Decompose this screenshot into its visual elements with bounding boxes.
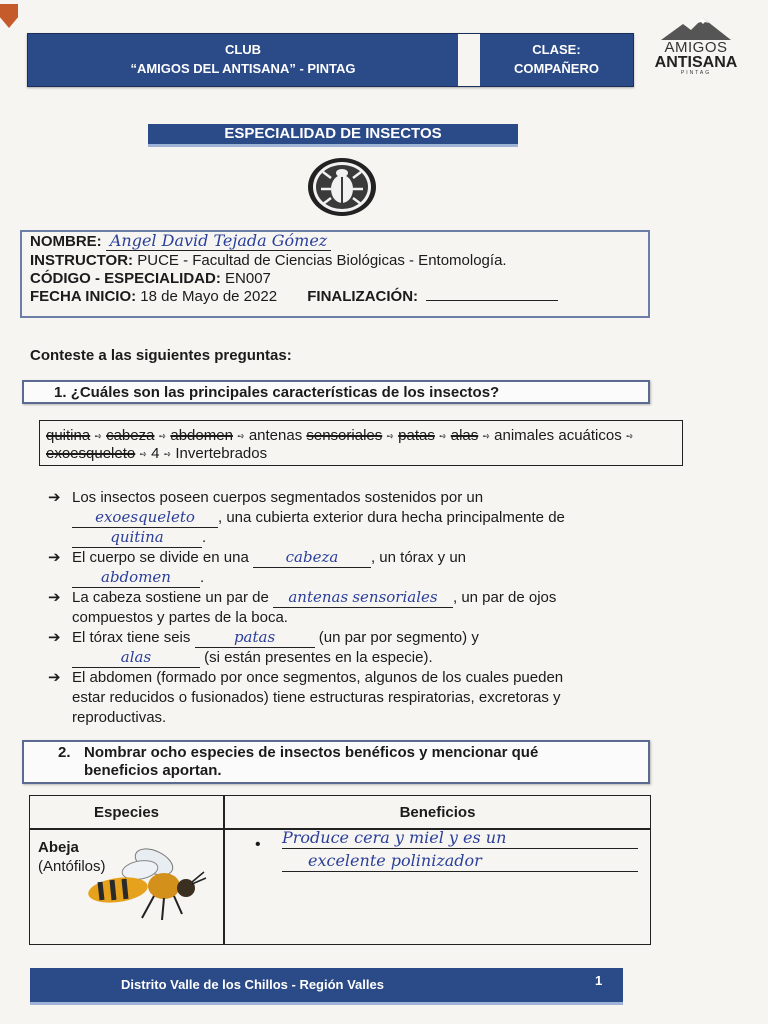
nombre-value: Angel David Tejada Gómez	[106, 231, 331, 251]
question-1-number: 1.	[54, 384, 67, 401]
arrow-icon: ➺	[94, 431, 102, 442]
instructor-row	[30, 252, 507, 270]
logo-line1: AMIGOS	[664, 39, 728, 56]
answer-blank[interactable]: alas	[72, 648, 200, 668]
instructor-label: INSTRUCTOR:	[30, 252, 134, 269]
page-title: ESPECIALIDAD DE INSECTOS	[148, 124, 518, 147]
finalizacion-field[interactable]	[426, 300, 558, 301]
arrow-icon: ➺	[158, 431, 167, 442]
club-logo	[646, 18, 746, 78]
answer-blank[interactable]: abdomen	[72, 568, 200, 588]
codigo-value: EN007	[225, 270, 271, 287]
answer-blank[interactable]: cabeza	[253, 548, 371, 568]
arrow-right-icon: ➔	[48, 629, 61, 646]
list-item: ➔ El cuerpo se divide en una cabeza , un tórax y un abdomen .	[48, 548, 467, 586]
beetle-badge-icon	[306, 156, 378, 218]
page-number: 1	[595, 973, 603, 988]
word-antenas: antenas	[248, 427, 303, 444]
word-bank	[39, 420, 683, 466]
word-alas: alas	[450, 427, 479, 444]
arrow-right-icon: ➔	[48, 669, 61, 686]
list-item: ➔ El abdomen (formado por once segmentos, algunos de los cuales pueden estar reducidos o fusionados) tiene estructuras respiratorias, excretoras y reproductivas.	[48, 669, 564, 726]
question-2-number: 2.	[58, 744, 71, 761]
word-abdomen: abdomen	[170, 427, 233, 444]
fill-in-list	[48, 488, 648, 728]
logo-line3: PINTAG	[680, 70, 712, 76]
student-info-box	[20, 230, 650, 318]
clase-value: COMPAÑERO	[514, 61, 599, 76]
word-animales: animales	[494, 427, 555, 444]
list-item: ➔ Los insectos poseen cuerpos segmentados sostenidos por un exoesqueleto , una cubierta exterior dura hecha principalmente de quitina .	[48, 489, 565, 546]
arrow-right-icon: ➔	[48, 589, 61, 606]
word-patas: patas	[398, 427, 435, 444]
word-acuaticos: acuáticos	[558, 427, 622, 444]
club-line1: CLUB	[224, 42, 262, 57]
codigo-row	[30, 270, 271, 288]
arrow-icon: ➺	[237, 431, 245, 442]
arrow-icon: ➺	[439, 431, 447, 442]
club-line2: “AMIGOS DEL ANTISANA” - PINTAG	[130, 61, 356, 76]
club-title	[28, 40, 458, 78]
bullet-dot: •	[255, 836, 261, 853]
mountain-icon	[661, 18, 731, 40]
species-name: Abeja	[38, 839, 79, 856]
word-quitina: quitina	[46, 427, 91, 444]
col-header-beneficios: Beneficios	[399, 804, 476, 821]
word-exoesqueleto: exoesqueleto	[46, 445, 136, 463]
answer-blank[interactable]: quitina	[72, 528, 202, 548]
question-1-box	[22, 380, 650, 404]
footer-bar	[30, 968, 623, 1005]
fecha-value: 18 de Mayo de 2022	[140, 288, 278, 305]
word-4: 4	[151, 445, 160, 463]
arrow-right-icon: ➔	[48, 549, 61, 566]
logo-line2: ANTISANA	[654, 54, 738, 71]
col-header-especies: Especies	[93, 804, 160, 821]
list-item: ➔ La cabeza sostiene un par de antenas sensoriales , un par de ojos compuestos y partes de la boca.	[48, 588, 557, 626]
arrow-icon: ➺	[139, 449, 147, 460]
answer-blank[interactable]: antenas sensoriales	[273, 588, 453, 608]
clase-label: CLASE:	[532, 42, 581, 57]
question-2-text: Nombrar ocho especies de insectos benéficos y mencionar qué beneficios aportan.	[84, 744, 539, 779]
question-1-label: ¿Cuáles son las principales características de los insectos?	[70, 384, 500, 401]
header-divider	[458, 34, 480, 86]
nombre-label: NOMBRE:	[30, 233, 102, 250]
header-bar	[27, 33, 634, 87]
nombre-row	[30, 232, 331, 251]
arrow-icon: ➺	[482, 431, 490, 442]
question-1-text	[54, 384, 499, 402]
answer-blank[interactable]: patas	[195, 628, 315, 648]
fecha-label: FECHA INICIO:	[30, 288, 137, 305]
arrow-right-icon: ➔	[48, 489, 61, 506]
clase-block	[480, 40, 633, 78]
fecha-row	[30, 288, 558, 306]
instructor-value: PUCE - Facultad de Ciencias Biológicas - Entomología.	[137, 252, 507, 269]
answer-blank[interactable]: exoesqueleto	[72, 508, 218, 528]
arrow-icon: ➺	[163, 449, 172, 460]
word-invertebrados: Invertebrados	[175, 445, 268, 463]
word-cabeza: cabeza	[106, 427, 155, 444]
list-item: ➔ El tórax tiene seis patas (un par por segmento) y alas (si están presentes en la especie).	[48, 628, 479, 666]
species-group: (Antófilos)	[38, 858, 106, 875]
benefit-answer[interactable]: Produce cera y miel y es un excelente polinizador	[282, 828, 638, 872]
footer-text: Distrito Valle de los Chillos - Región Valles	[121, 977, 384, 992]
codigo-label: CÓDIGO - ESPECIALIDAD:	[30, 270, 221, 287]
bee-illustration-icon	[82, 848, 212, 922]
finalizacion-label: FINALIZACIÓN:	[307, 288, 419, 305]
word-sensoriales: sensoriales	[306, 427, 383, 444]
corner-emblem	[0, 4, 18, 28]
question-2-box	[22, 740, 650, 784]
arrow-icon: ➺	[386, 431, 394, 442]
instructions: Conteste a las siguientes preguntas:	[30, 347, 292, 364]
arrow-icon: ➺	[625, 431, 634, 442]
species-table	[29, 795, 651, 945]
